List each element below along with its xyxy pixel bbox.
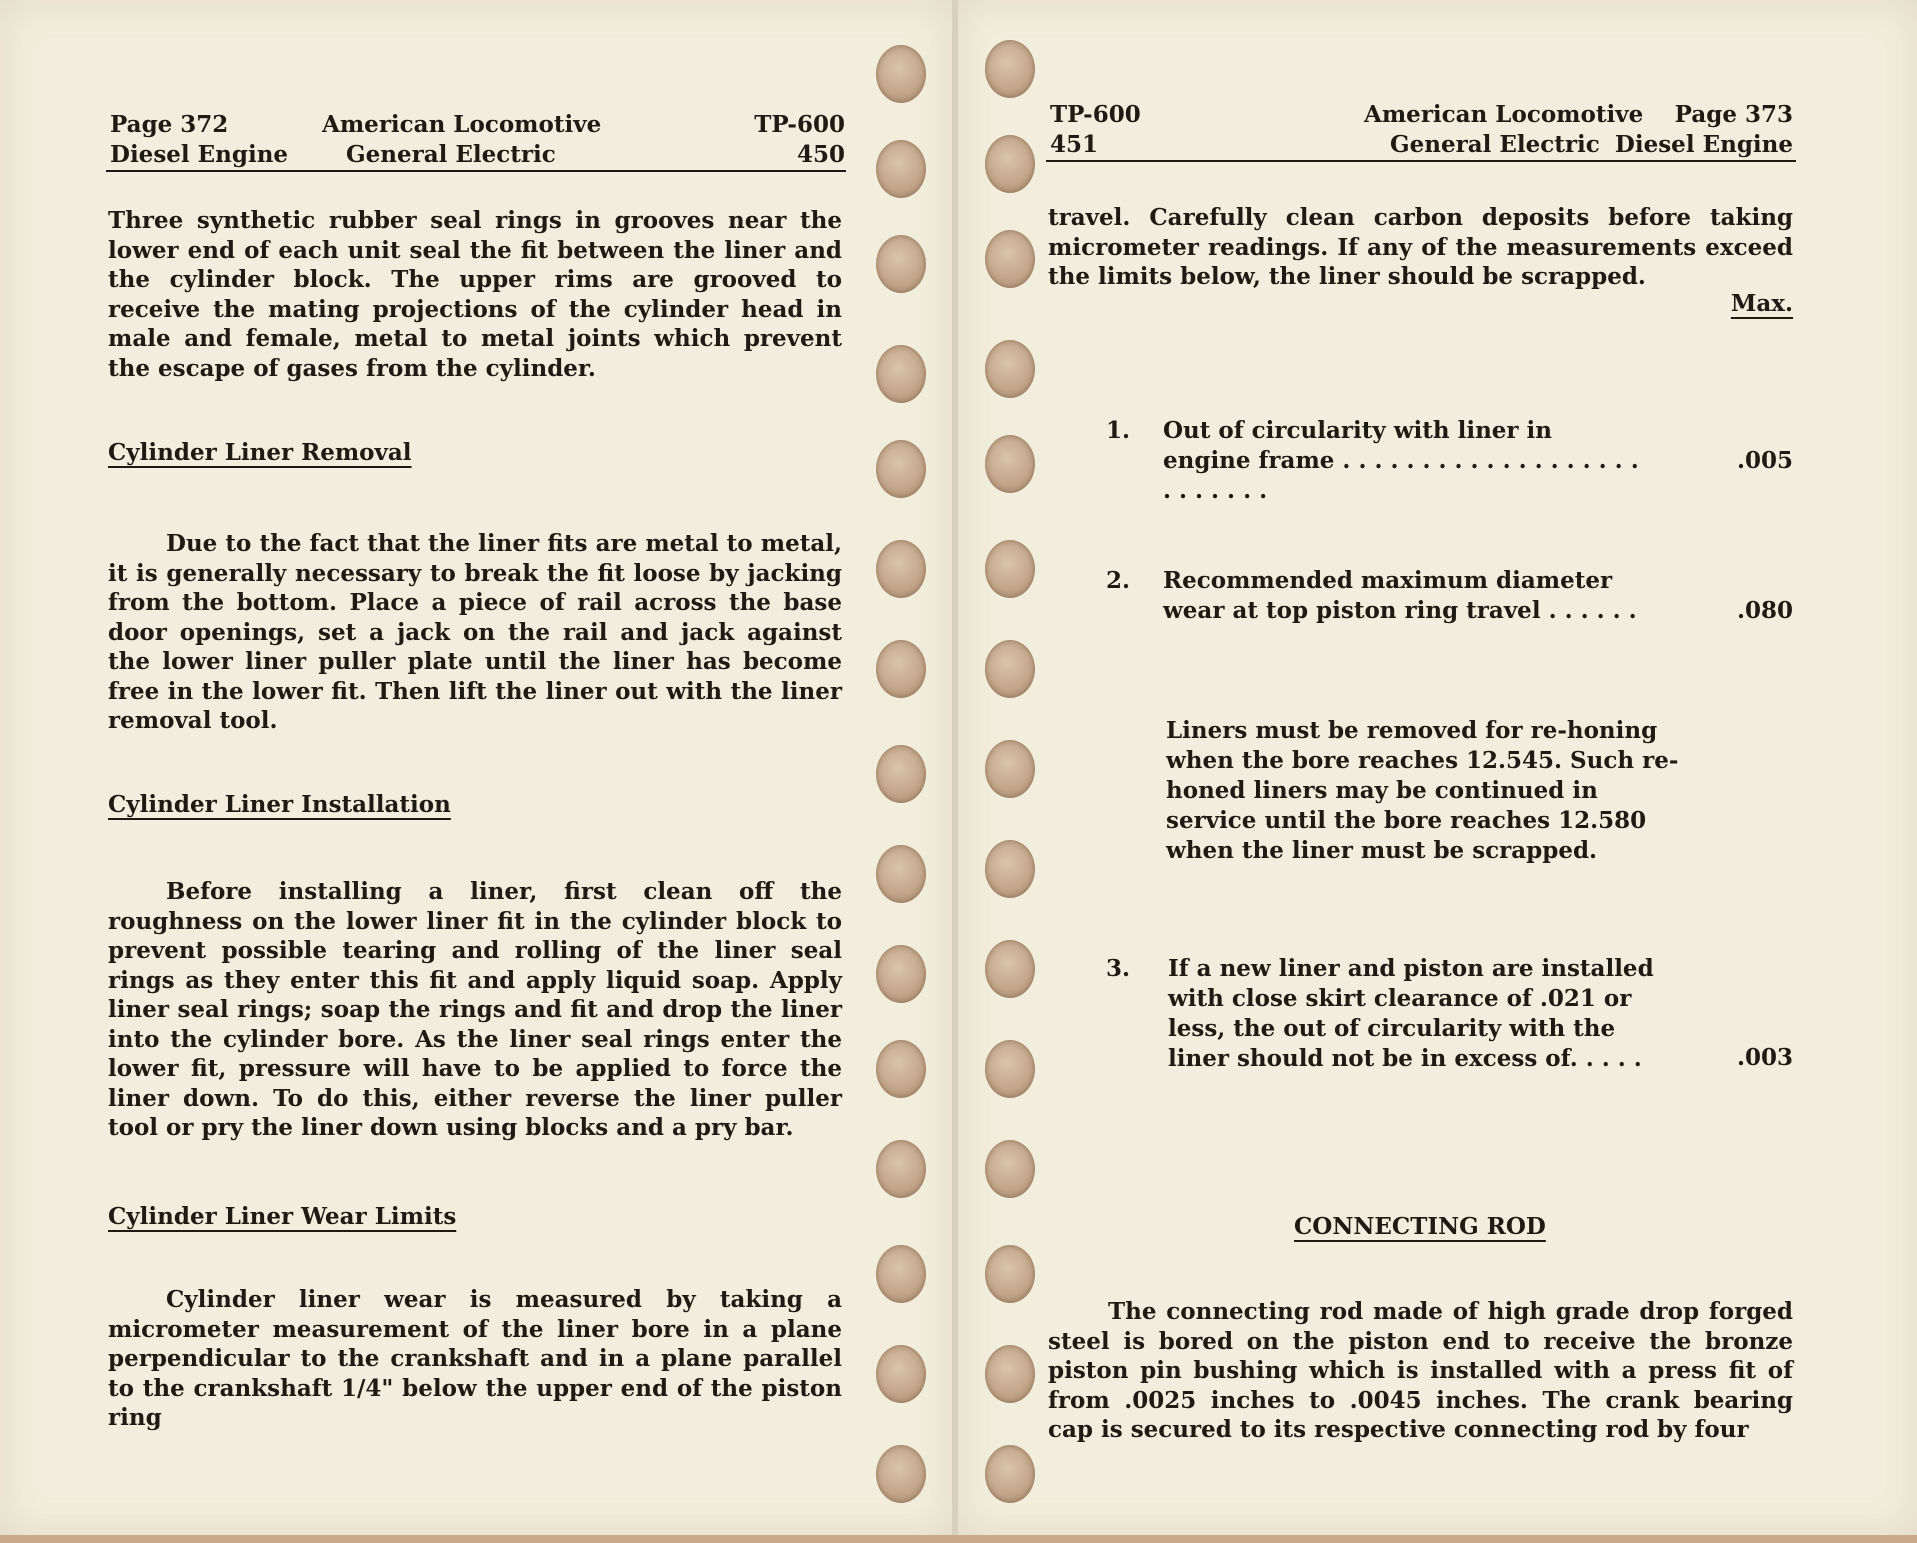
left-doc-code: TP-600 — [754, 111, 845, 138]
binder-hole — [985, 135, 1035, 193]
binder-hole — [876, 45, 926, 103]
binder-hole — [985, 40, 1035, 98]
left-company-line2: General Electric — [346, 141, 556, 168]
installation-paragraph: Before installing a liner, first clean off the roughness on the lower liner fit in the cylinder block to prevent possible tearing and rolling of the liner seal rings as they enter this fit and apply liquid soap. Apply liner seal rings; soap the rings and fit and drop the liner into the cylinder bore. As the liner seal rings enter the lower fit, pressure will have to be applied to force the liner down. To do this, either reverse the liner puller tool or pry the liner down using blocks and a pry bar. — [108, 878, 842, 1141]
limit-description: Recommended maximum diameter wear at top piston ring travel . . . . . . — [1163, 567, 1637, 624]
connecting-rod-paragraph: The connecting rod made of high grade drop forged steel is bored on the piston end to receive the bronze piston pin bushing which is installed with a press fit of from .0025 inches to .0045 inches. The crank bearing cap is secured to its respective connecting rod by four — [1048, 1298, 1793, 1443]
binder-hole — [876, 1140, 926, 1198]
limit-value: .003 — [1736, 1044, 1793, 1071]
binder-hole — [876, 540, 926, 598]
limit-description: Out of circularity with liner in engine frame . . . . . . . . . . . . . . . . . . . . . . . . . . — [1163, 417, 1639, 504]
binder-hole — [876, 945, 926, 1003]
binder-hole — [985, 840, 1035, 898]
binder-hole — [876, 745, 926, 803]
wear-limits-paragraph: Cylinder liner wear is measured by taking a micrometer measurement of the liner bore in a plane perpendicular to the crankshaft and in a plane parallel to the crankshaft 1/4" below the upper end of the piston ring — [108, 1286, 842, 1431]
limit-number: 2. — [1106, 567, 1131, 594]
connecting-rod-heading: CONNECTING ROD — [1294, 1213, 1546, 1240]
binder-hole — [876, 235, 926, 293]
rehone-note: Liners must be removed for re-honing when the bore reaches 12.545. Such re-honed liners may be continued in service until the bore reaches 12.580 when the liner must be scrapped. — [1166, 717, 1679, 864]
binder-hole — [876, 345, 926, 403]
right-continuation-paragraph: travel. Carefully clean carbon deposits before taking micrometer readings. If any of the measurements exceed the limits below, the liner should be scrapped. — [1048, 204, 1793, 290]
binder-hole — [876, 140, 926, 198]
binder-hole — [985, 640, 1035, 698]
binder-hole — [985, 1040, 1035, 1098]
right-company-line1: American Locomotive — [1364, 101, 1644, 128]
right-section-name: Diesel Engine — [1614, 131, 1793, 158]
wear-limits-heading: Cylinder Liner Wear Limits — [108, 1203, 457, 1230]
binder-hole — [985, 1445, 1035, 1503]
binder-hole — [876, 440, 926, 498]
right-page-number: Page 373 — [1674, 101, 1793, 128]
left-doc-num: 450 — [796, 141, 845, 168]
right-header-rule — [1046, 160, 1796, 162]
binder-hole — [985, 1345, 1035, 1403]
removal-paragraph: Due to the fact that the liner fits are metal to metal, it is generally necessary to break the fit loose by jacking from the bottom. Place a piece of rail across the base door openings, set a jack on the rail and jack against the lower liner puller plate until the liner has become free in the lower fit. Then lift the liner out with the liner removal tool. — [108, 530, 842, 734]
binder-hole — [985, 340, 1035, 398]
limit-value: .080 — [1736, 597, 1793, 624]
max-column-label: Max. — [1730, 290, 1793, 317]
binder-hole — [876, 1245, 926, 1303]
left-intro-paragraph: Three synthetic rubber seal rings in grooves near the lower end of each unit seal the fit between the liner and the cylinder block. The upper rims are grooved to receive the mating projections of the cylinder head in male and female, metal to metal joints which prevent the escape of gases from the cylinder. — [108, 207, 842, 382]
removal-heading: Cylinder Liner Removal — [108, 439, 412, 466]
binder-hole — [876, 1345, 926, 1403]
right-doc-code: TP-600 — [1050, 101, 1141, 128]
binder-hole — [876, 1040, 926, 1098]
right-page — [958, 0, 1917, 1535]
installation-heading: Cylinder Liner Installation — [108, 791, 451, 818]
left-company-line1: American Locomotive — [322, 111, 602, 138]
binder-hole — [876, 845, 926, 903]
binder-hole — [876, 640, 926, 698]
binder-hole — [985, 1245, 1035, 1303]
binder-hole — [985, 540, 1035, 598]
limit-number: 1. — [1106, 417, 1131, 444]
left-page — [0, 0, 952, 1535]
right-company-line2: General Electric — [1390, 131, 1600, 158]
limit-description: If a new liner and piston are installed with close skirt clearance of .021 or less, the out of circularity with the liner should not be in excess of. . . . . — [1168, 955, 1654, 1072]
left-section-name: Diesel Engine — [110, 141, 289, 168]
binder-hole — [985, 230, 1035, 288]
limit-number: 3. — [1106, 955, 1131, 982]
binder-hole — [985, 1140, 1035, 1198]
binder-hole — [876, 1445, 926, 1503]
binder-hole — [985, 435, 1035, 493]
left-page-header — [110, 110, 845, 170]
left-page-number: Page 372 — [110, 111, 229, 138]
right-page-header — [1050, 100, 1793, 160]
binder-hole — [985, 940, 1035, 998]
binder-hole — [985, 740, 1035, 798]
left-header-rule — [106, 170, 846, 172]
limit-value: .005 — [1736, 447, 1793, 474]
right-doc-num: 451 — [1050, 131, 1099, 158]
